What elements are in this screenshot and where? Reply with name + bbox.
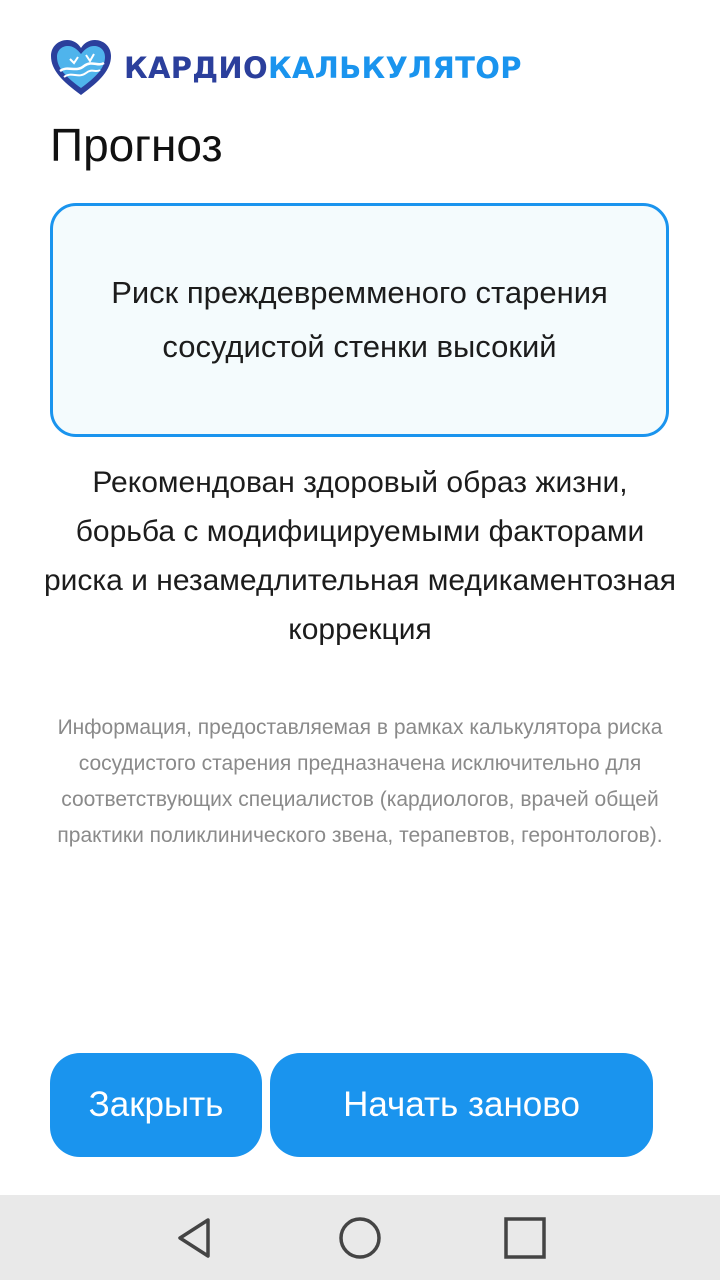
recommendation-text: Рекомендован здоровый образ жизни, борьба с модифицируемыми факторами риска и незамедлительная медикаментозная коррекция (43, 466, 677, 646)
disclaimer-text: Информация, предоставляемая в рамках калькулятора риска сосудистого старения предназначена исключительно для соответствующих специалистов (кардиологов, врачей общей практики поликлинического звена, терапевтов, геронтологов). (57, 716, 663, 847)
back-triangle-icon (172, 1215, 218, 1261)
home-circle-icon (337, 1215, 383, 1261)
result-text: Риск преждевремменого старения сосудистой стенки высокий (111, 275, 608, 364)
system-navigation-bar (0, 1195, 720, 1280)
recents-square-icon (502, 1215, 548, 1261)
nav-recents-button[interactable] (495, 1208, 555, 1268)
page-title: Прогноз (50, 119, 223, 171)
app-logo (48, 36, 522, 100)
result-card (50, 203, 669, 437)
restart-button[interactable]: Начать заново (270, 1053, 653, 1157)
heart-logo-icon (48, 37, 114, 99)
close-button[interactable]: Закрыть (50, 1053, 262, 1157)
brand-name-part1: КАРДИО (124, 51, 268, 85)
nav-back-button[interactable] (165, 1208, 225, 1268)
nav-home-button[interactable] (330, 1208, 390, 1268)
brand-name-part2: КАЛЬКУЛЯТОР (267, 51, 522, 85)
brand-name (124, 51, 522, 85)
